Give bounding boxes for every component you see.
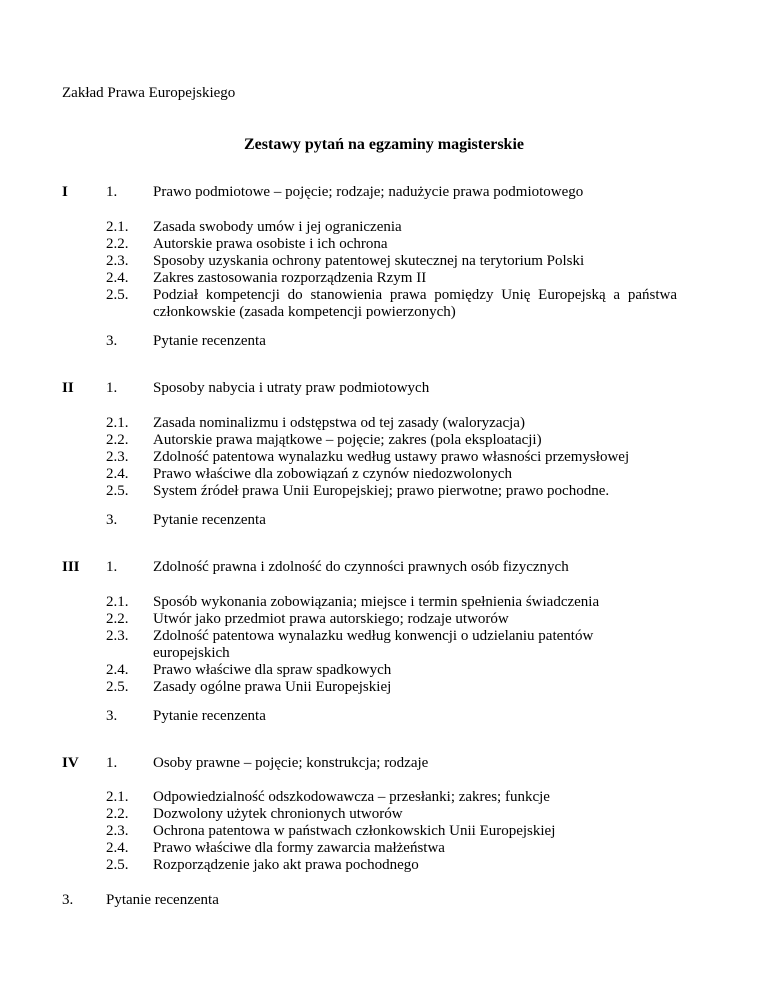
sub-question-number: 2.3. <box>106 823 129 839</box>
reviewer-question-number: 3. <box>106 708 118 724</box>
sub-question-text: Sposoby uzyskania ochrony patentowej skutecznej na terytorium Polski <box>153 253 585 269</box>
sub-question-text: Ochrona patentowa w państwach członkowskich Unii Europejskiej <box>153 823 556 839</box>
question-number: 1. <box>106 559 118 575</box>
sub-question-text: Zasada swobody umów i jej ograniczenia <box>153 219 402 235</box>
sub-question-text: Prawo właściwe dla formy zawarcia małżeństwa <box>153 840 445 856</box>
sub-question-number: 2.4. <box>106 840 129 856</box>
sub-question-number: 2.5. <box>106 287 129 303</box>
sub-question-number: 2.4. <box>106 466 129 482</box>
sub-question-number: 2.5. <box>106 679 129 695</box>
set-roman-numeral: III <box>62 559 80 575</box>
sub-question-number: 2.5. <box>106 483 129 499</box>
reviewer-question-text: Pytanie recenzenta <box>106 892 219 908</box>
sub-question-text: Dozwolony użytek chronionych utworów <box>153 806 403 822</box>
sub-question-text: Zdolność patentowa wynalazku według ustawy prawo własności przemysłowej <box>153 449 630 465</box>
sub-question-number: 2.5. <box>106 857 129 873</box>
sub-question-text: Prawo właściwe dla zobowiązań z czynów niedozwolonych <box>153 466 513 482</box>
sub-question-text: Zdolność patentowa wynalazku według konwencji o udzielaniu patentów europejskich <box>153 628 594 661</box>
page-title: Zestawy pytań na egzaminy magisterskie <box>244 136 524 153</box>
sub-question-text: Autorskie prawa osobiste i ich ochrona <box>153 236 388 252</box>
sub-question-text: Prawo właściwe dla spraw spadkowych <box>153 662 392 678</box>
sub-question-number: 2.2. <box>106 432 129 448</box>
sub-question-text: Utwór jako przedmiot prawa autorskiego; rodzaje utworów <box>153 611 509 627</box>
sub-question-text: Rozporządzenie jako akt prawa pochodnego <box>153 857 419 873</box>
sub-question-text: System źródeł prawa Unii Europejskiej; prawo pierwotne; prawo pochodne. <box>153 483 610 499</box>
sub-question-number: 2.3. <box>106 628 129 644</box>
sub-question-text: Zakres zastosowania rozporządzenia Rzym II <box>153 270 427 286</box>
sub-question-number: 2.3. <box>106 449 129 465</box>
sub-question-text: Zasady ogólne prawa Unii Europejskiej <box>153 679 392 695</box>
question-text: Sposoby nabycia i utraty praw podmiotowych <box>153 380 430 396</box>
reviewer-question-text: Pytanie recenzenta <box>153 708 266 724</box>
reviewer-question-text: Pytanie recenzenta <box>153 333 266 349</box>
reviewer-question-number: 3. <box>106 512 118 528</box>
sub-question-text: Podział kompetencji do stanowienia prawa pomiędzy Unię Europejską a państwa członkowskie (zasada kompetencji powierzonych) <box>153 287 677 320</box>
set-roman-numeral: I <box>62 184 68 200</box>
sub-question-number: 2.1. <box>106 594 129 610</box>
reviewer-question-number: 3. <box>106 333 118 349</box>
reviewer-question-text: Pytanie recenzenta <box>153 512 266 528</box>
set-roman-numeral: IV <box>62 755 79 771</box>
question-number: 1. <box>106 755 118 771</box>
sub-question-number: 2.1. <box>106 789 129 805</box>
department-name: Zakład Prawa Europejskiego <box>62 85 236 101</box>
sub-question-number: 2.2. <box>106 611 129 627</box>
sub-question-text: Odpowiedzialność odszkodowawcza – przesłanki; zakres; funkcje <box>153 789 550 805</box>
sub-question-number: 2.4. <box>106 662 129 678</box>
sub-question-number: 2.2. <box>106 806 129 822</box>
question-number: 1. <box>106 184 118 200</box>
question-number: 1. <box>106 380 118 396</box>
sub-question-number: 2.3. <box>106 253 129 269</box>
sub-question-text: Sposób wykonania zobowiązania; miejsce i termin spełnienia świadczenia <box>153 594 600 610</box>
reviewer-question-number: 3. <box>62 892 74 908</box>
sub-question-number: 2.1. <box>106 219 129 235</box>
sub-question-number: 2.4. <box>106 270 129 286</box>
sub-question-number: 2.1. <box>106 415 129 431</box>
question-text: Prawo podmiotowe – pojęcie; rodzaje; nadużycie prawa podmiotowego <box>153 184 584 200</box>
sub-question-text: Autorskie prawa majątkowe – pojęcie; zakres (pola eksploatacji) <box>153 432 542 448</box>
question-text: Osoby prawne – pojęcie; konstrukcja; rodzaje <box>153 755 429 771</box>
sub-question-number: 2.2. <box>106 236 129 252</box>
set-roman-numeral: II <box>62 380 74 396</box>
sub-question-text: Zasada nominalizmu i odstępstwa od tej zasady (waloryzacja) <box>153 415 525 431</box>
question-text: Zdolność prawna i zdolność do czynności prawnych osób fizycznych <box>153 559 569 575</box>
